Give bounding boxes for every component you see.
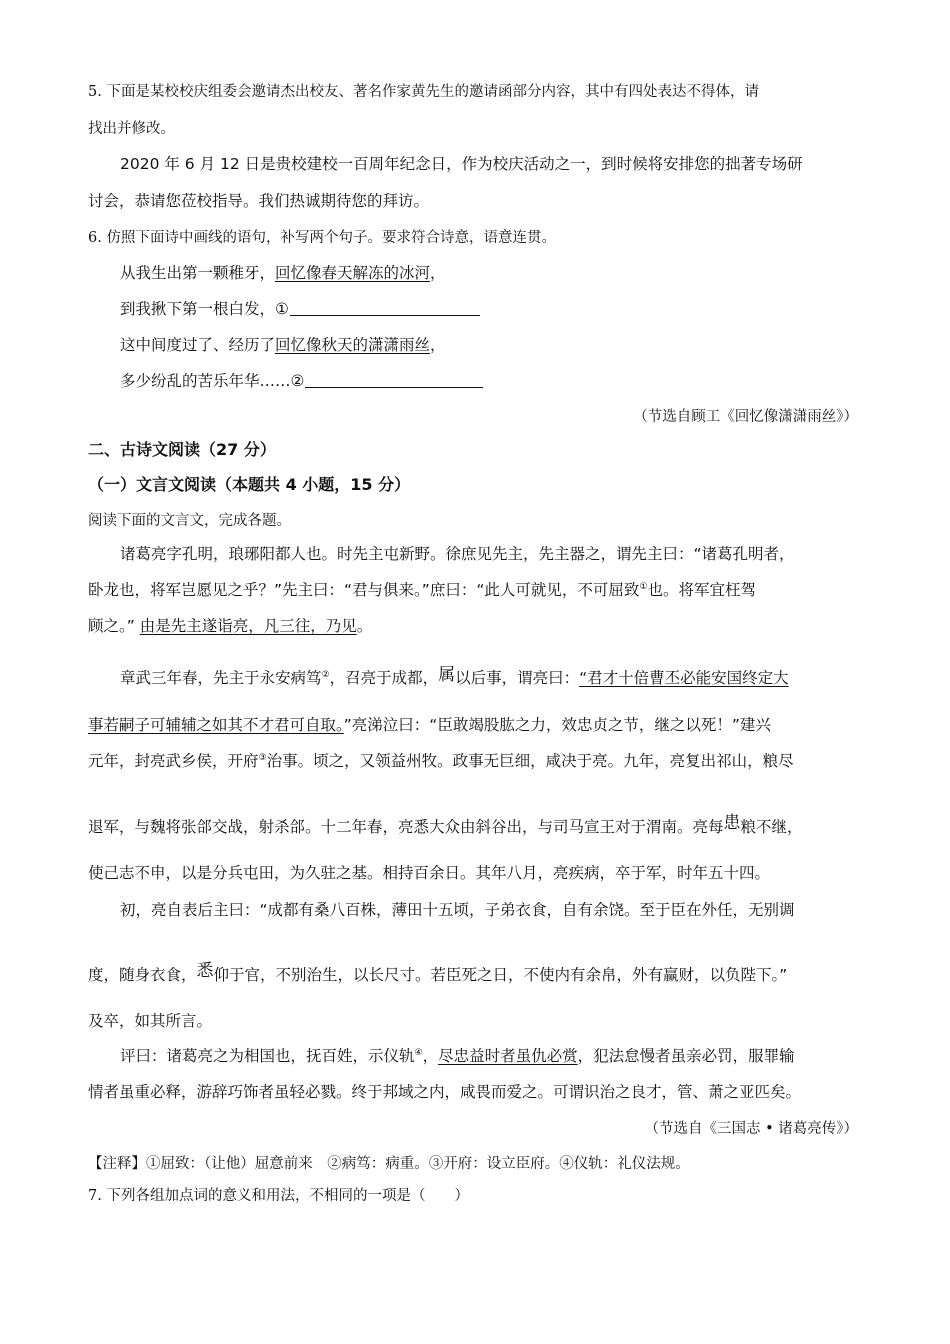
passage-p2-line-1-b: ，召亮于成都， <box>329 669 439 687</box>
passage-p3-line-2-c: 仰于官，不别治生，以长尺寸。若臣死之日，不使内有余帛，外有赢财，以负陛下。” <box>213 966 788 984</box>
passage-p3-line-2-a: 度，随身衣食， <box>88 966 197 984</box>
raised-char-huan: 患 <box>723 813 741 833</box>
passage-p2-line-4-a: 退军，与魏将张郃交战，射杀郃。十二年春，亮悉大众由斜谷出，与司马宣王对于渭南。亮每 <box>88 818 724 836</box>
poem-line-1-a: 从我生出第一颗稚牙， <box>120 264 276 282</box>
underlined-sentence-2-start: “君才十倍曹丕必能安国终定大 <box>579 669 789 687</box>
passage-p1-line-3-a: 顾之。” <box>88 617 140 635</box>
underlined-sentence-1: 由是先主遂诣亮，凡三往，乃见 <box>139 617 357 635</box>
passage-p2-line-1 <box>120 663 789 688</box>
passage-p4-line-1-b: ， <box>422 1047 439 1065</box>
section-heading: 二、古诗文阅读（27 分） <box>88 440 276 459</box>
underlined-sentence-2-end: 事若嗣子可辅辅之如其不才君可自取。 <box>88 716 344 734</box>
q5-line-2: 找出并修改。 <box>88 121 175 137</box>
note-mark-1: ① <box>639 581 648 592</box>
passage-p1-line-2-a: 卧龙也，将军岂愿见之乎？”先主曰：“君与俱来。”庶曰：“此人可就见，不可屈致 <box>88 581 640 599</box>
passage-p1-line-3-c: 。 <box>356 617 373 635</box>
passage-p2-line-3 <box>88 749 794 771</box>
poem-line-1-c: ， <box>430 264 446 282</box>
subsection-heading: （一）文言文阅读（本题共 4 小题，15 分） <box>88 475 411 494</box>
passage-p2-line-3-b: 治事。顷之，又领益州牧。政事无巨细，咸决于亮。九年，亮复出祁山，粮尽 <box>266 752 794 770</box>
passage-p3-line-2 <box>88 960 787 985</box>
q7-prompt: 7. 下列各组加点词的意义和用法，不相同的一项是（ ） <box>88 1188 469 1204</box>
note-mark-4: ④ <box>414 1047 423 1058</box>
note-mark-3: ③ <box>258 752 267 763</box>
passage-p4-line-1-d: ，犯法怠慢者虽亲必罚，服罪输 <box>577 1047 795 1065</box>
passage-p2-line-5: 使己志不申，以是分兵屯田，为久驻之基。相持百余日。其年八月，亮疾病，卒于军，时年五十四。 <box>88 864 771 882</box>
q5-letter-line-2: 讨会，恭请您莅校指导。我们热诚期待您的拜访。 <box>88 192 430 210</box>
answer-blank-1[interactable] <box>290 299 480 316</box>
poem-line-3 <box>120 333 446 355</box>
reading-instruction: 阅读下面的文言文，完成各题。 <box>88 513 291 529</box>
poem-line-2 <box>120 297 480 319</box>
passage-p2-line-1-d: 以后事，谓亮曰： <box>455 669 580 687</box>
poem-line-3-c: ， <box>430 336 446 354</box>
poem-underlined-2: 回忆像秋天的潇潇雨丝 <box>275 336 431 354</box>
raised-char-shu: 属 <box>438 665 456 685</box>
passage-p2-line-1-a: 章武三年春，先主于永安病笃 <box>120 669 322 687</box>
passage-source: （节选自《三国志 • 诸葛亮传》） <box>644 1121 858 1137</box>
raised-char-xi: 悉 <box>196 961 214 981</box>
q5-letter-line-1: 2020 年 6 月 12 日是贵校建校一百周年纪念日，作为校庆活动之一，到时候将安排您的拙著专场研 <box>120 155 803 173</box>
passage-p2-line-4 <box>88 812 803 837</box>
passage-p2-line-2 <box>88 713 771 735</box>
poem-source: （节选自顾工《回忆像潇潇雨丝》） <box>633 409 858 425</box>
passage-p1-line-3 <box>88 614 372 636</box>
underlined-sentence-3: 尽忠益时者虽仇必赏 <box>438 1047 578 1065</box>
passage-p1-line-1: 诸葛亮字孔明，琅琊阳都人也。时先主屯新野。徐庶见先主，先主器之，谓先主曰：“诸葛孔明者， <box>120 545 795 563</box>
poem-line-2-text: 到我揪下第一根白发，① <box>120 300 289 318</box>
poem-line-4-text: 多少纷乱的苦乐年华……② <box>120 372 305 390</box>
passage-p3-line-3: 及卒，如其所言。 <box>88 1012 213 1030</box>
passage-p2-line-3-a: 元年，封亮武乡侯，开府 <box>88 752 259 770</box>
passage-p1-line-2 <box>88 578 756 600</box>
answer-blank-2[interactable] <box>305 371 483 388</box>
poem-line-3-a: 这中间度过了、经历了 <box>120 336 276 354</box>
poem-line-4 <box>120 369 483 391</box>
passage-p4-line-1 <box>120 1044 795 1066</box>
q5-line-1: 5. 下面是某校校庆组委会邀请杰出校友、著名作家黄先生的邀请函部分内容，其中有四处表达不得体，请 <box>88 84 759 100</box>
annotation-notes: 【注释】①屈致：（让他）屈意前来 ②病笃：病重。③开府：设立臣府。④仪轨：礼仪法规。 <box>88 1156 690 1172</box>
passage-p3-line-1: 初，亮自表后主曰：“成都有桑八百株，薄田十五顷，子弟衣食，自有余饶。至于臣在外任，无别调 <box>120 901 795 919</box>
passage-p4-line-2: 情者虽重必释，游辞巧饰者虽轻必戮。终于邦域之内，咸畏而爱之。可谓识治之良才，管、萧之亚匹矣。 <box>88 1083 802 1101</box>
passage-p2-line-2-b: ”亮涕泣曰：“臣敢竭股肱之力，效忠贞之节，继之以死！”建兴 <box>343 716 771 734</box>
passage-p2-line-4-c: 粮不继， <box>740 818 803 836</box>
passage-p1-line-2-b: 也。将军宜枉驾 <box>647 581 756 599</box>
q6-prompt: 6. 仿照下面诗中画线的语句，补写两个句子。要求符合诗意，语意连贯。 <box>88 230 556 246</box>
poem-underlined-1: 回忆像春天解冻的冰河 <box>275 264 431 282</box>
poem-line-1 <box>120 261 446 283</box>
note-mark-2: ② <box>321 669 330 680</box>
passage-p4-line-1-a: 评曰：诸葛亮之为相国也，抚百姓，示仪轨 <box>120 1047 415 1065</box>
